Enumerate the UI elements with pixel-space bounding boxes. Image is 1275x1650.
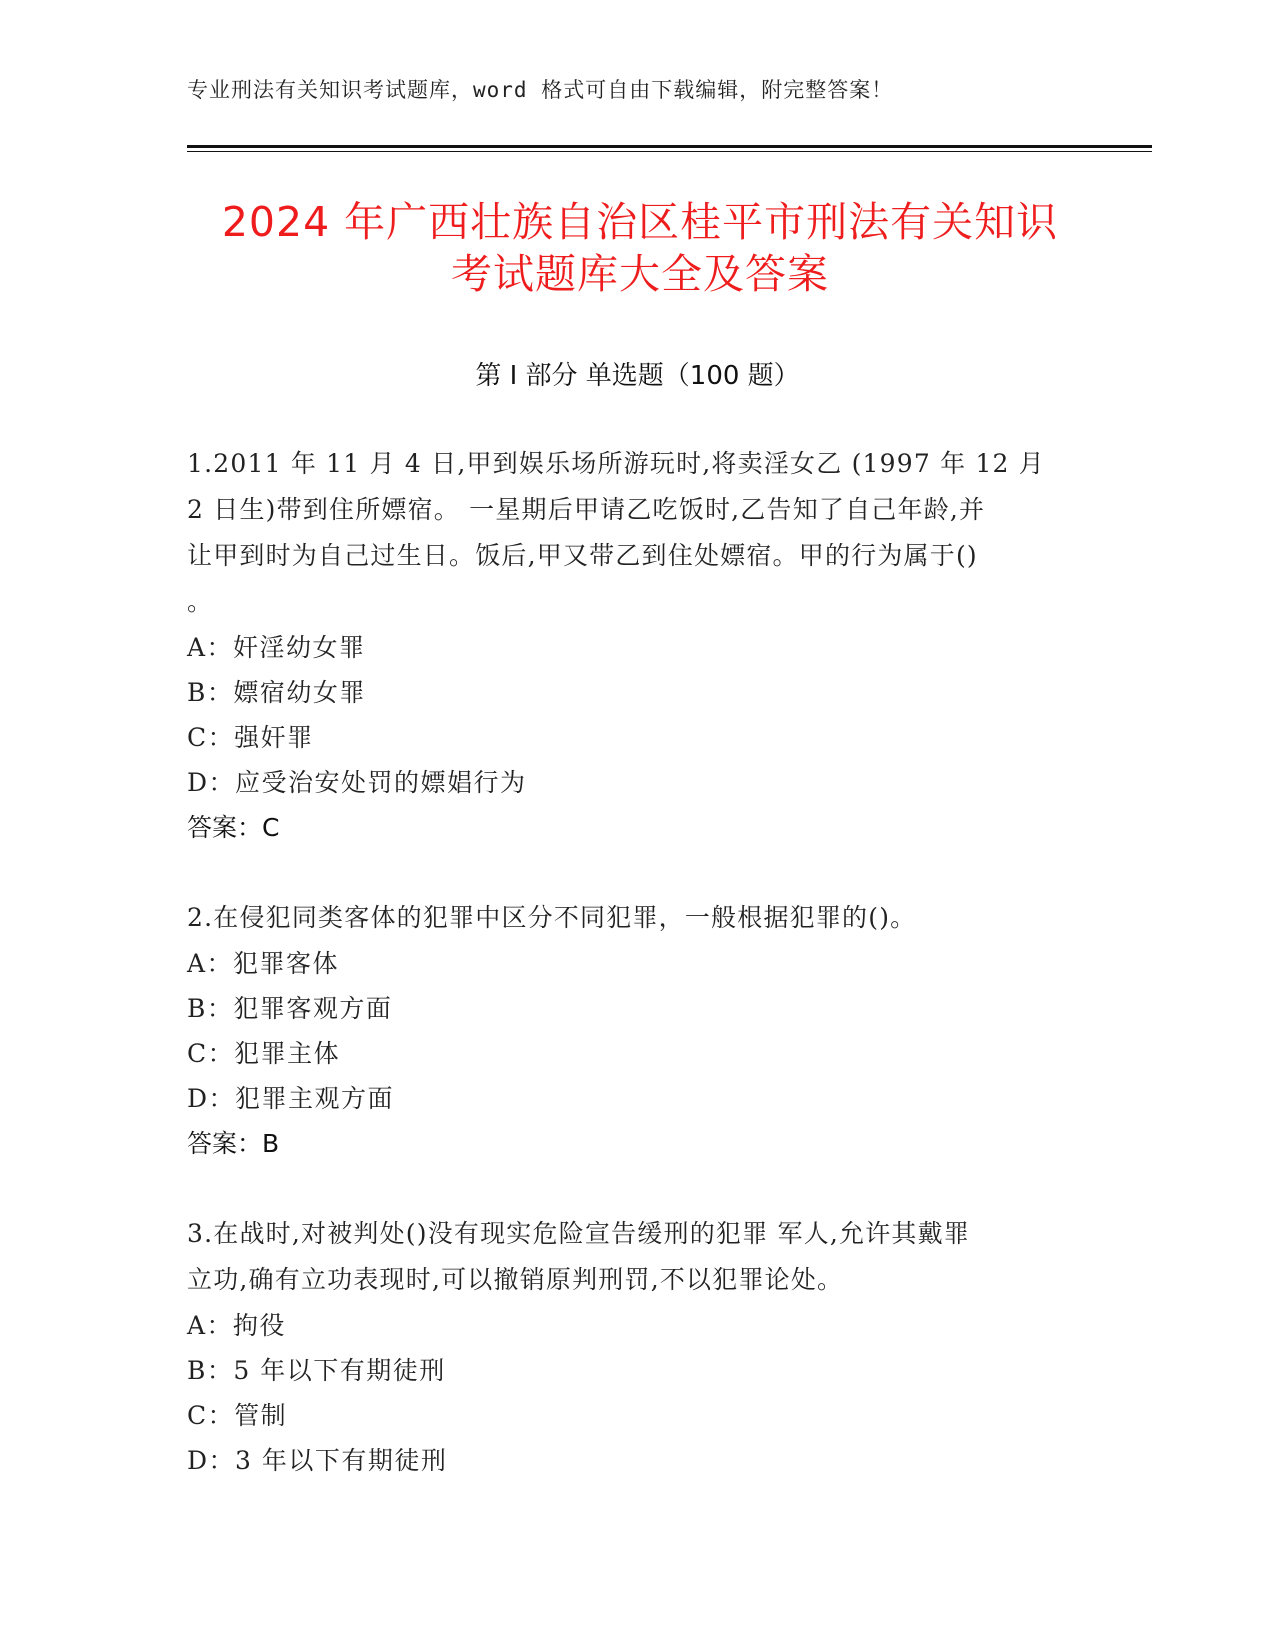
option-a: A：犯罪客体 <box>187 949 340 978</box>
question-list <box>187 441 1087 1527</box>
question-text-line: 3.在战时,对被判处()没有现实危险宣告缓刑的犯罪 军人,允许其戴罪 <box>187 1219 971 1248</box>
header-note: 专业刑法有关知识考试题库，word 格式可自由下载编辑，附完整答案！ <box>187 78 894 102</box>
option-b: B：5 年以下有期徒刑 <box>187 1356 446 1385</box>
option-c: C：管制 <box>187 1401 288 1430</box>
option-d: D：3 年以下有期徒刑 <box>187 1446 448 1475</box>
option-c: C：强奸罪 <box>187 723 314 752</box>
section-title: 第 I 部分 单选题（100 题） <box>475 361 800 391</box>
document-title-line-2: 考试题库大全及答案 <box>451 250 829 298</box>
question-1 <box>187 441 1087 851</box>
option-a: A：奸淫幼女罪 <box>187 633 366 662</box>
document-title <box>150 196 1130 300</box>
question-text-line: 立功,确有立功表现时,可以撤销原判刑罚,不以犯罪论处。 <box>187 1265 844 1294</box>
header-rule-thick <box>187 145 1152 148</box>
question-2 <box>187 895 1087 1167</box>
question-text-line: 1.2011 年 11 月 4 日,甲到娱乐场所游玩时,将卖淫女乙 (1997 年 12 月 <box>187 449 1045 478</box>
document-title-line-1: 2024 年广西壮族自治区桂平市刑法有关知识 <box>221 198 1059 246</box>
option-b: B：犯罪客观方面 <box>187 994 393 1023</box>
question-text-line: 2.在侵犯同类客体的犯罪中区分不同犯罪，一般根据犯罪的()。 <box>187 903 917 932</box>
question-text-line: 让甲到时为自己过生日。饭后,甲又带乙到住处嫖宿。甲的行为属于() <box>187 541 978 570</box>
question-3 <box>187 1211 1087 1483</box>
answer-line: 答案：B <box>187 1129 280 1158</box>
option-a: A：拘役 <box>187 1311 287 1340</box>
question-text-line: 2 日生)带到住所嫖宿。 一星期后甲请乙吃饭时,乙告知了自己年龄,并 <box>187 495 986 524</box>
option-b: B：嫖宿幼女罪 <box>187 678 366 707</box>
header-rule-thin <box>187 151 1152 152</box>
option-c: C：犯罪主体 <box>187 1039 341 1068</box>
option-d: D：犯罪主观方面 <box>187 1084 395 1113</box>
question-text-line: 。 <box>187 587 214 616</box>
option-d: D：应受治安处罚的嫖娼行为 <box>187 768 527 797</box>
answer-line: 答案：C <box>187 813 280 842</box>
